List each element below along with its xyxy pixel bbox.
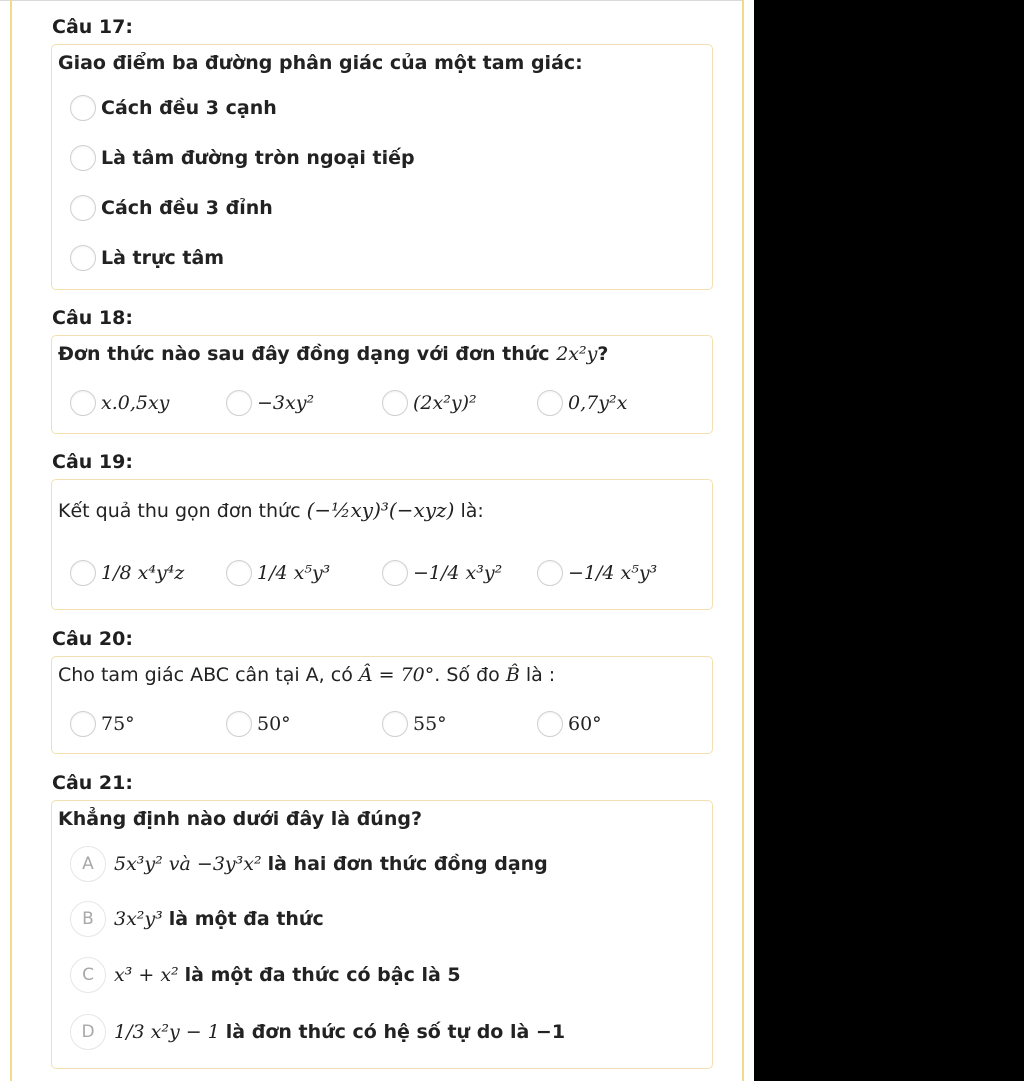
question-17-label: Câu 17:: [52, 16, 133, 38]
option-letter[interactable]: A: [70, 846, 106, 882]
q17-option-3[interactable]: [70, 195, 273, 221]
radio-button[interactable]: [70, 195, 96, 221]
question-19-box: [51, 479, 713, 610]
radio-button[interactable]: [226, 560, 252, 586]
option-label: là một đa thức có bậc là 5: [184, 964, 461, 986]
radio-button[interactable]: [537, 390, 563, 416]
radio-button[interactable]: [70, 390, 96, 416]
option-label: là đơn thức có hệ số tự do là −1: [225, 1021, 566, 1043]
stem-math: 2x²y: [556, 343, 598, 365]
option-math: 1/4 x⁵y³: [257, 562, 331, 584]
option-math: −3xy²: [257, 392, 315, 414]
question-20-box: [51, 656, 713, 754]
option-math: 1/3 x²y − 1: [114, 1021, 220, 1043]
option-math: 55°: [413, 713, 447, 735]
q20-option-1[interactable]: [70, 711, 135, 737]
option-label: là một đa thức: [168, 908, 324, 930]
option-math: x.0,5xy: [101, 392, 170, 414]
q21-option-a[interactable]: [70, 846, 548, 882]
question-21-box: [51, 800, 713, 1069]
option-letter[interactable]: B: [70, 901, 106, 937]
option-label: Cách đều 3 đỉnh: [101, 197, 273, 219]
top-divider: [0, 0, 744, 1]
q20-option-2[interactable]: [226, 711, 291, 737]
question-19-label: Câu 19:: [52, 451, 133, 473]
radio-button[interactable]: [70, 560, 96, 586]
q21-option-c[interactable]: [70, 957, 461, 993]
radio-button[interactable]: [537, 711, 563, 737]
option-math: −1/4 x⁵y³: [568, 562, 658, 584]
option-label: Là tâm đường tròn ngoại tiếp: [101, 147, 415, 169]
stem-end: là:: [460, 500, 484, 522]
radio-button[interactable]: [226, 711, 252, 737]
question-17-stem: Giao điểm ba đường phân giác của một tam giác:: [58, 52, 583, 74]
stem-text-2: . Số đo: [434, 664, 500, 686]
question-18-label: Câu 18:: [52, 307, 133, 329]
q21-option-b[interactable]: [70, 901, 324, 937]
radio-button[interactable]: [382, 390, 408, 416]
option-math: x³ + x²: [114, 964, 179, 986]
option-math: 0,7y²x: [568, 392, 628, 414]
option-label: Là trực tâm: [101, 247, 225, 269]
q20-option-4[interactable]: [537, 711, 602, 737]
option-math: 3x²y³: [114, 908, 163, 930]
option-math: 1/8 x⁴y⁴z: [101, 562, 185, 584]
question-18-stem: [58, 343, 608, 365]
q19-option-1[interactable]: [70, 560, 184, 586]
q17-option-2[interactable]: [70, 145, 415, 171]
q19-option-3[interactable]: [382, 560, 502, 586]
option-math: (2x²y)²: [413, 392, 477, 414]
question-21-stem: Khẳng định nào dưới đây là đúng?: [58, 808, 422, 830]
page-right-border: [742, 0, 744, 1081]
option-math: 75°: [101, 713, 135, 735]
radio-button[interactable]: [70, 95, 96, 121]
q19-option-4[interactable]: [537, 560, 657, 586]
radio-button[interactable]: [226, 390, 252, 416]
page-left-border: [10, 0, 12, 1081]
option-math: 5x³y² và −3y³x²: [114, 853, 262, 875]
option-label: là hai đơn thức đồng dạng: [267, 853, 548, 875]
q21-option-d[interactable]: [70, 1014, 565, 1050]
stem-text: Đơn thức nào sau đây đồng dạng với đơn thức: [58, 343, 550, 365]
question-19-stem: [58, 498, 484, 522]
q18-option-3[interactable]: [382, 390, 477, 416]
question-18-box: [51, 335, 713, 434]
q18-option-2[interactable]: [226, 390, 314, 416]
q19-option-2[interactable]: [226, 560, 330, 586]
option-letter[interactable]: C: [70, 957, 106, 993]
radio-button[interactable]: [70, 711, 96, 737]
stem-text-3: là :: [525, 664, 556, 686]
radio-button[interactable]: [382, 711, 408, 737]
option-math: 60°: [568, 713, 602, 735]
stem-text: Kết quả thu gọn đơn thức: [58, 500, 301, 522]
radio-button[interactable]: [70, 245, 96, 271]
option-letter[interactable]: D: [70, 1014, 106, 1050]
stem-math-1: Â = 70°: [358, 664, 435, 686]
q18-option-1[interactable]: [70, 390, 169, 416]
radio-button[interactable]: [70, 145, 96, 171]
option-math: −1/4 x³y²: [413, 562, 503, 584]
stem-end: ?: [597, 343, 609, 365]
radio-button[interactable]: [382, 560, 408, 586]
q17-option-4[interactable]: [70, 245, 224, 271]
stem-math: (−½xy)³(−xyz): [306, 498, 455, 522]
question-20-label: Câu 20:: [52, 628, 133, 650]
question-21-label: Câu 21:: [52, 772, 133, 794]
question-17-box: [51, 44, 713, 290]
option-math: 50°: [257, 713, 291, 735]
q18-option-4[interactable]: [537, 390, 627, 416]
option-label: Cách đều 3 cạnh: [101, 97, 277, 119]
stem-math-2: B̂: [505, 664, 520, 686]
q17-option-1[interactable]: [70, 95, 277, 121]
q20-option-3[interactable]: [382, 711, 447, 737]
question-20-stem: [58, 664, 555, 686]
radio-button[interactable]: [537, 560, 563, 586]
stem-text-1: Cho tam giác ABC cân tại A, có: [58, 664, 353, 686]
